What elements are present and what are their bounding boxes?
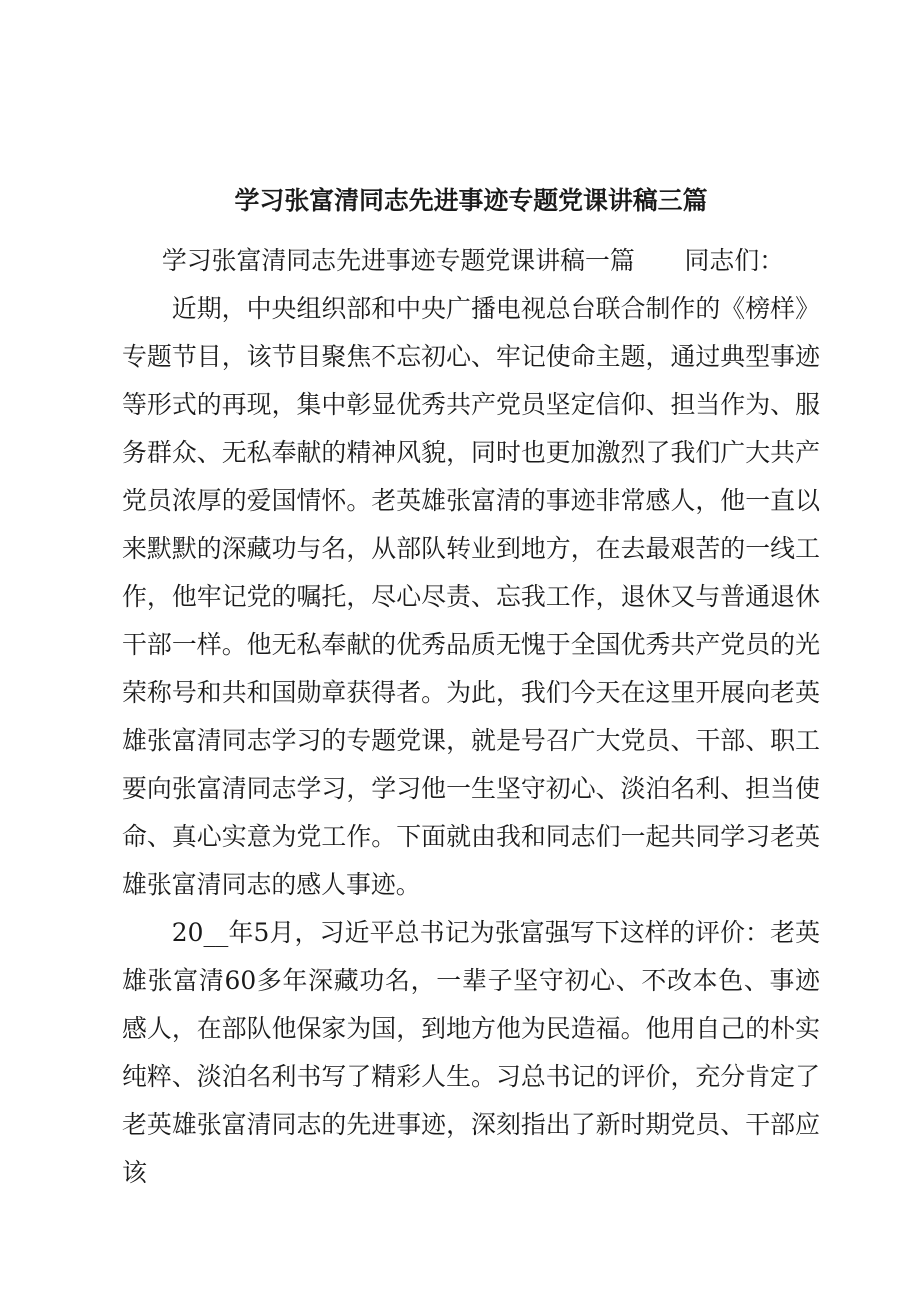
paragraph-subtitle-greeting: 学习张富清同志先进事迹专题党课讲稿一篇 同志们： xyxy=(161,246,785,275)
document-title: 学习张富清同志先进事迹专题党课讲稿三篇 xyxy=(234,186,708,215)
paragraph-body-2: 20__年5月，习近平总书记为张富强写下这样的评价：老英雄张富清60多年深藏功名，一辈子坚守初心、不改本色、事迹感人，在部队他保家为国，到地方他为民造福。他用自己的朴实纯粹、淡泊名利书写了精彩人生。习总书记的评价，充分肯定了老英雄张富清同志的先进事迹，深刻指出了新时期党员、干部应该 xyxy=(122,918,820,1187)
paragraph-body-1: 近期，中央组织部和中央广播电视总台联合制作的《榜样》专题节目，该节目聚焦不忘初心、牢记使命主题，通过典型事迹等形式的再现，集中彰显优秀共产党员坚定信仰、担当作为、服务群众、无私奉献的精神风貌，同时也更加激烈了我们广大共产党员浓厚的爱国情怀。老英雄张富清的事迹非常感人，他一直以来默默的深藏功与名，从部队转业到地方，在去最艰苦的一线工作，他牢记党的嘱托，尽心尽责、忘我工作，退休又与普通退休干部一样。他无私奉献的优秀品质无愧于全国优秀共产党员的光荣称号和共和国勋章获得者。为此，我们今天在这里开展向老英雄张富清同志学习的专题党课，就是号召广大党员、干部、职工要向张富清同志学习，学习他一生坚守初心、淡泊名利、担当使命、真心实意为党工作。下面就由我和同志们一起共同学习老英雄张富清同志的感人事迹。 xyxy=(122,294,820,899)
